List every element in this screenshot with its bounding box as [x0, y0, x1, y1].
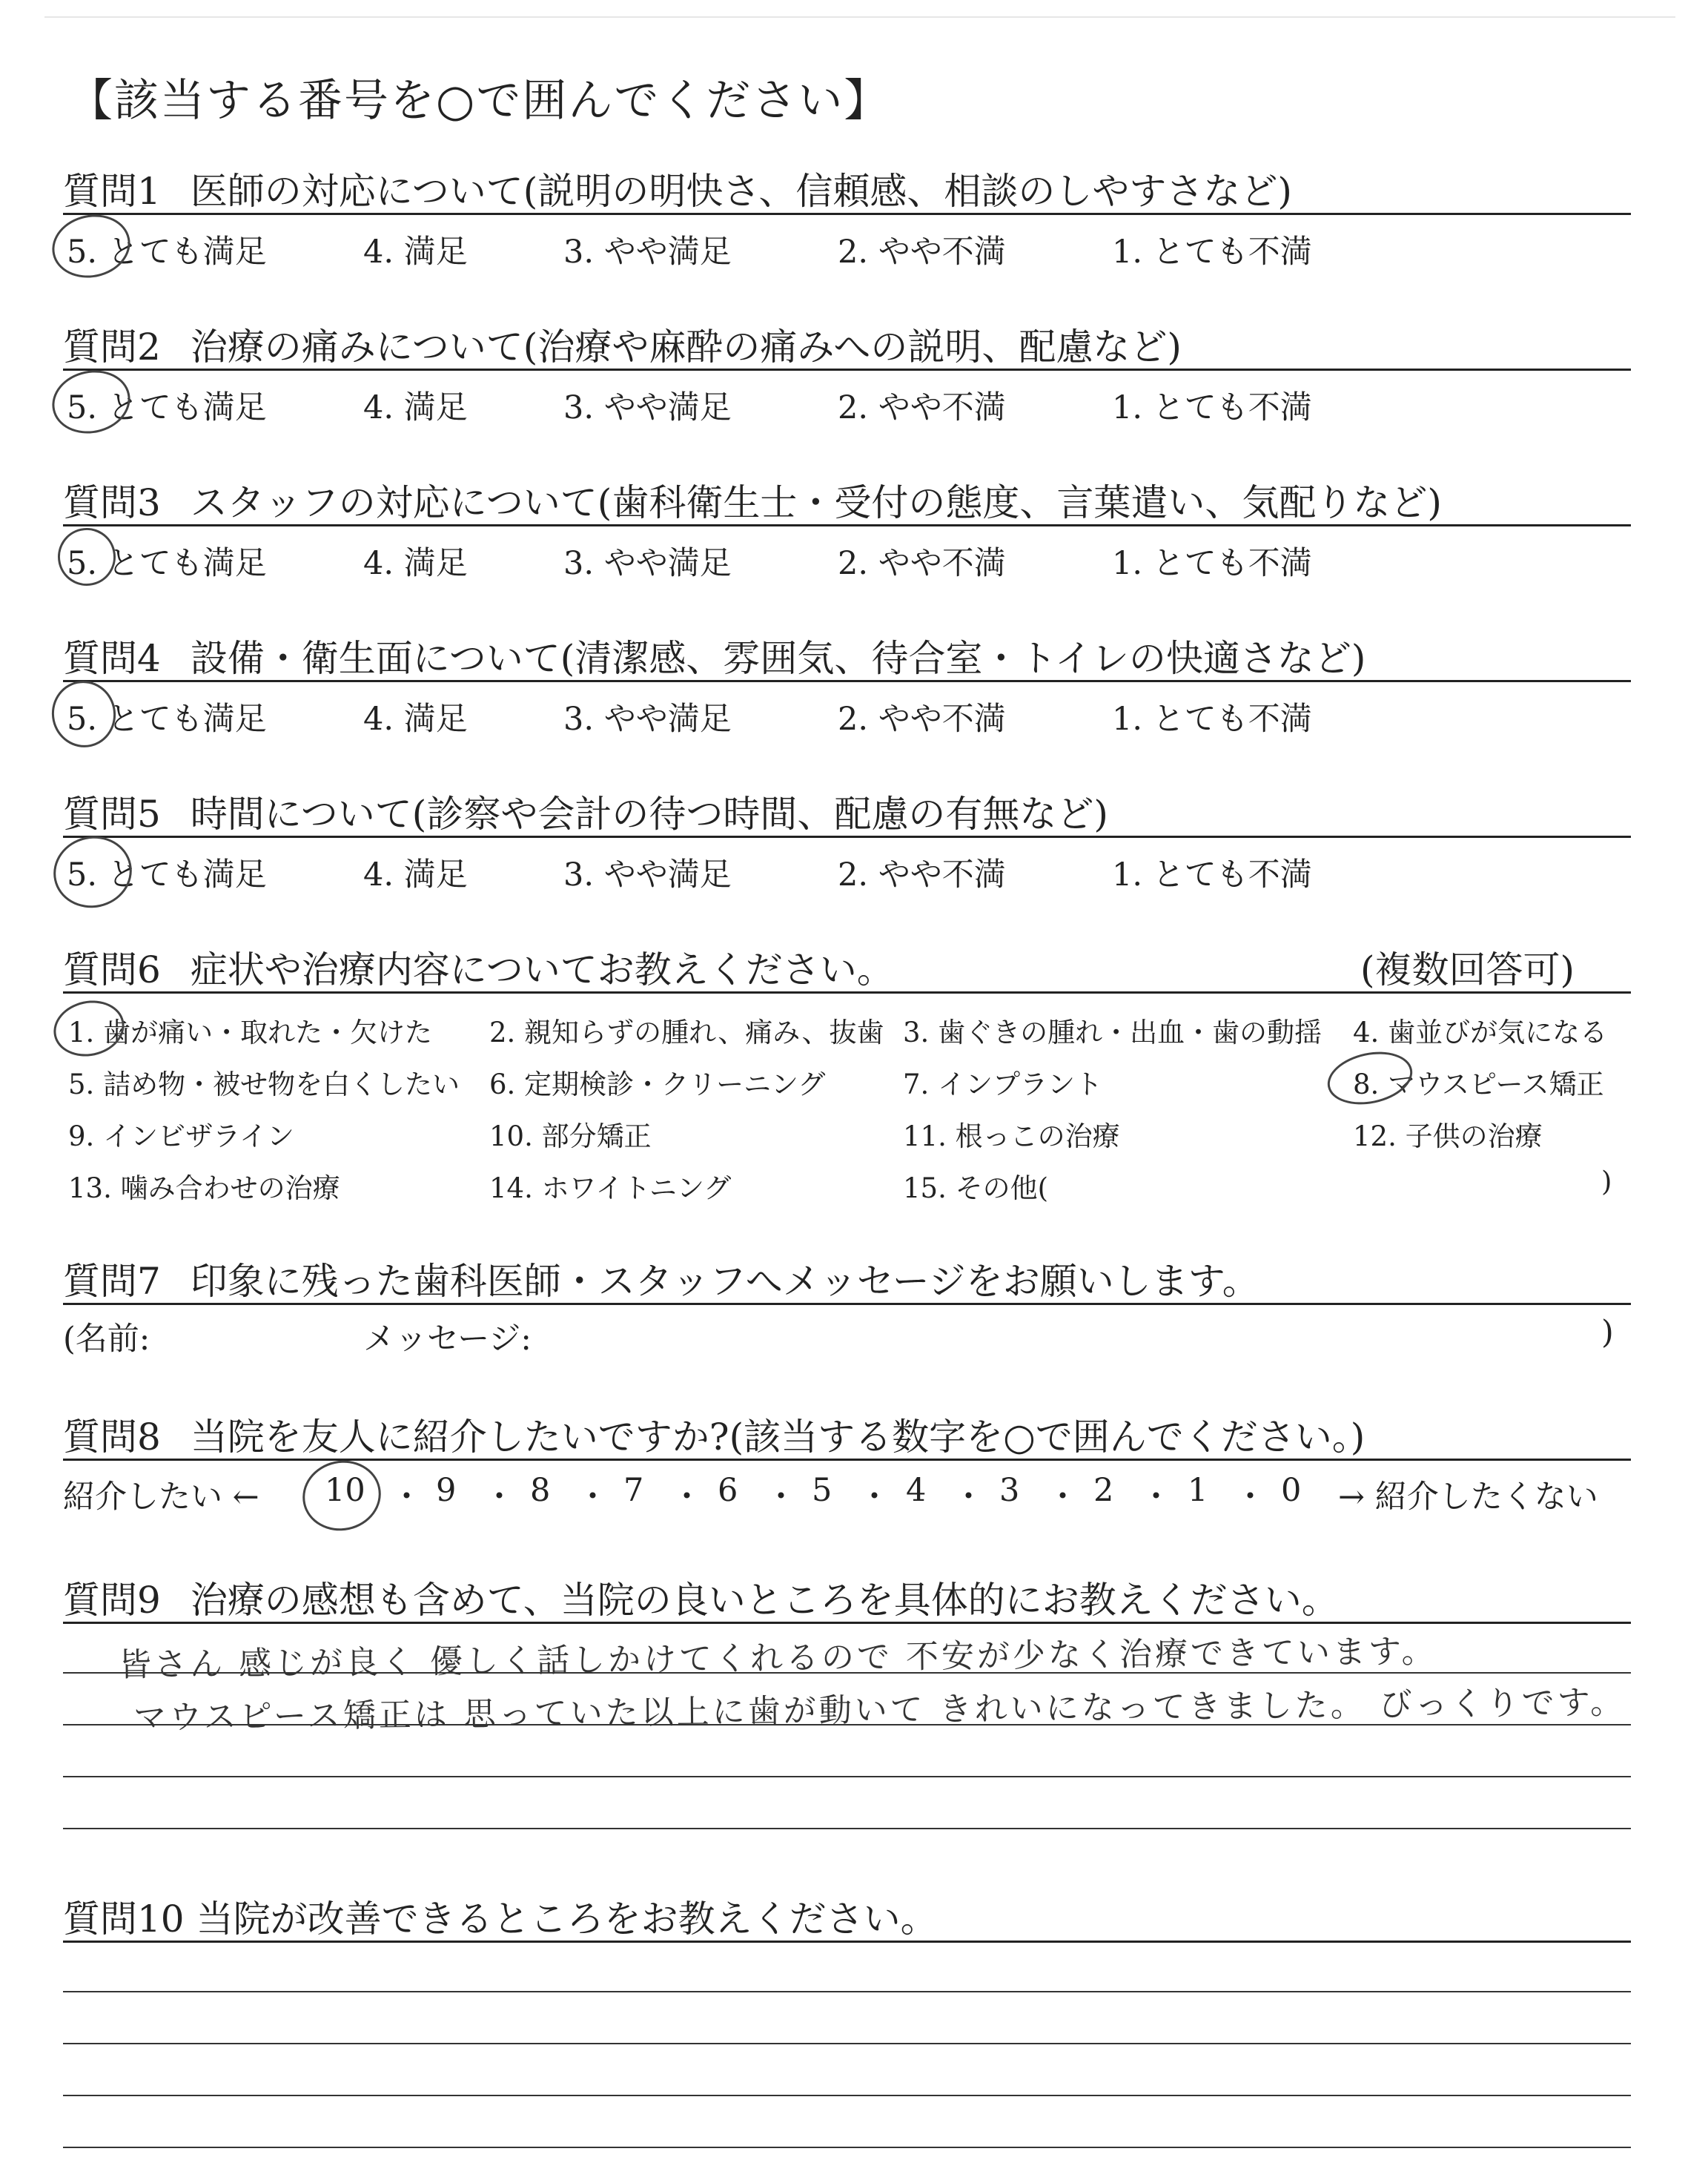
- scale-2[interactable]: 2: [1093, 1472, 1114, 1509]
- question-1: [63, 162, 1292, 215]
- symptom-option-10[interactable]: 10. 部分矯正: [489, 1120, 652, 1152]
- q5-option-5[interactable]: 5. とても満足: [67, 856, 267, 894]
- message-close-paren: ): [1601, 1314, 1614, 1351]
- scale-7[interactable]: 7: [623, 1472, 644, 1509]
- question-rule: [63, 369, 1631, 371]
- q3-option-4[interactable]: 4. 満足: [363, 545, 468, 582]
- recommend-right-label: → 紹介したくない: [1338, 1479, 1598, 1516]
- symptom-option-12[interactable]: 12. 子供の治療: [1353, 1120, 1543, 1152]
- other-close-paren: ): [1601, 1166, 1612, 1198]
- q5-option-1[interactable]: 1. とても不満: [1112, 856, 1312, 894]
- name-label: (名前:: [63, 1321, 150, 1358]
- answer-line: [63, 1991, 1631, 1992]
- answer-line: [63, 2095, 1631, 2096]
- selection-circle: [48, 994, 129, 1063]
- q1-option-1[interactable]: 1. とても不満: [1112, 234, 1312, 271]
- symptom-option-15[interactable]: 15. その他(: [903, 1172, 1049, 1204]
- symptom-option-8[interactable]: 8. マウスピース矯正: [1353, 1069, 1604, 1100]
- scale-10[interactable]: 10: [325, 1472, 365, 1509]
- q4-option-2[interactable]: 2. やや不満: [838, 701, 1006, 738]
- question-text: 症状や治療内容についてお教えください。: [190, 948, 894, 991]
- question-text: 設備・衛生面について(清潔感、雰囲気、待合室・トイレの快適さなど): [190, 637, 1366, 680]
- question-6: [63, 940, 894, 994]
- question-rule: [63, 524, 1631, 526]
- scale-dot: ・: [671, 1479, 703, 1516]
- scale-3[interactable]: 3: [999, 1472, 1020, 1509]
- question-text: スタッフの対応について(歯科衛生士・受付の態度、言葉遣い、気配りなど): [190, 481, 1442, 524]
- question-rule: [63, 991, 1631, 994]
- q1-option-2[interactable]: 2. やや不満: [838, 234, 1006, 271]
- question-label: 質問7: [63, 1260, 161, 1303]
- q5-option-4[interactable]: 4. 満足: [363, 856, 468, 894]
- question-text: 時間について(診察や会計の待つ時間、配慮の有無など): [190, 793, 1108, 836]
- question-label: 質問6: [63, 948, 161, 991]
- question-7: [63, 1252, 1260, 1305]
- question-8: [63, 1407, 1365, 1461]
- q1-option-3[interactable]: 3. やや満足: [563, 234, 732, 271]
- scale-dot: ・: [1140, 1479, 1172, 1516]
- question-label: 質問4: [63, 637, 161, 680]
- symptom-option-14[interactable]: 14. ホワイトニング: [489, 1172, 732, 1204]
- q1-option-4[interactable]: 4. 満足: [363, 234, 468, 271]
- scale-4[interactable]: 4: [906, 1472, 927, 1509]
- answer-line: [63, 1828, 1631, 1829]
- question-label: 質問2: [63, 326, 161, 369]
- scale-1[interactable]: 1: [1188, 1472, 1208, 1509]
- symptom-option-4[interactable]: 4. 歯並びが気になる: [1353, 1017, 1608, 1048]
- question-rule: [63, 1303, 1631, 1305]
- scale-dot: ・: [577, 1479, 609, 1516]
- q5-option-2[interactable]: 2. やや不満: [838, 856, 1006, 894]
- question-text: 治療の痛みについて(治療や麻酔の痛みへの説明、配慮など): [190, 326, 1182, 369]
- q2-option-4[interactable]: 4. 満足: [363, 389, 468, 426]
- scale-dot: ・: [953, 1479, 984, 1516]
- q4-option-1[interactable]: 1. とても不満: [1112, 701, 1312, 738]
- question-rule: [63, 1622, 1631, 1624]
- scale-9[interactable]: 9: [436, 1472, 457, 1509]
- question-10: [63, 1889, 938, 1943]
- handwritten-answer-line-1: 皆さん 感じが良く 優しく話しかけてくれるので 不安が少なく治療できています。: [118, 1632, 1437, 1685]
- symptom-option-9[interactable]: 9. インビザライン: [68, 1120, 294, 1152]
- question-rule: [63, 1941, 1631, 1943]
- multiple-answer-note: (複数回答可): [1360, 948, 1575, 991]
- question-2: [63, 317, 1182, 371]
- question-rule: [63, 213, 1631, 215]
- q2-option-3[interactable]: 3. やや満足: [563, 389, 732, 426]
- q2-option-1[interactable]: 1. とても不満: [1112, 389, 1312, 426]
- scale-dot: ・: [765, 1479, 797, 1516]
- question-3: [63, 473, 1442, 526]
- answer-line: [63, 2043, 1631, 2044]
- symptom-option-1[interactable]: 1. 歯が痛い・取れた・欠けた: [68, 1017, 433, 1048]
- q2-option-5[interactable]: 5. とても満足: [67, 389, 267, 426]
- symptom-option-11[interactable]: 11. 根っこの治療: [903, 1120, 1120, 1152]
- symptom-option-7[interactable]: 7. インプラント: [903, 1069, 1103, 1100]
- question-label: 質問5: [63, 793, 161, 836]
- selection-circle: [46, 363, 136, 440]
- symptom-option-6[interactable]: 6. 定期検診・クリーニング: [489, 1069, 826, 1100]
- scale-dot: ・: [858, 1479, 890, 1516]
- scale-dot: ・: [1047, 1479, 1079, 1516]
- question-rule: [63, 836, 1631, 838]
- q2-option-2[interactable]: 2. やや不満: [838, 389, 1006, 426]
- q4-option-5[interactable]: 5. とても満足: [67, 701, 267, 738]
- q4-option-3[interactable]: 3. やや満足: [563, 701, 732, 738]
- question-label: 質問1: [63, 170, 161, 213]
- selection-circle: [296, 1453, 387, 1538]
- symptom-option-13[interactable]: 13. 噛み合わせの治療: [68, 1172, 340, 1204]
- handwritten-answer-line-2: マウスピース矯正は 思っていた以上に歯が動いて きれいになってきました。 びっくりです。: [133, 1683, 1626, 1737]
- question-9: [63, 1571, 1339, 1624]
- question-label: 質問8: [63, 1416, 161, 1459]
- question-rule: [63, 680, 1631, 682]
- question-text: 治療の感想も含めて、当院の良いところを具体的にお教えください。: [190, 1579, 1339, 1622]
- question-5: [63, 785, 1108, 838]
- question-text: 医師の対応について(説明の明快さ、信頼感、相談のしやすさなど): [190, 170, 1292, 213]
- symptom-option-5[interactable]: 5. 詰め物・被せ物を白くしたい: [68, 1069, 460, 1100]
- selection-circle: [46, 675, 122, 753]
- scale-0[interactable]: 0: [1281, 1472, 1302, 1509]
- answer-line: [63, 1776, 1631, 1777]
- page-header: 【該当する番号を○で囲んでください】: [68, 75, 890, 127]
- selection-circle: [47, 829, 139, 915]
- q3-option-1[interactable]: 1. とても不満: [1112, 545, 1312, 582]
- scale-8[interactable]: 8: [530, 1472, 551, 1509]
- selection-circle: [46, 208, 136, 285]
- recommend-left-label: 紹介したい ←: [63, 1479, 259, 1516]
- answer-line: [63, 2147, 1631, 2148]
- question-4: [63, 629, 1366, 682]
- scale-5[interactable]: 5: [812, 1472, 833, 1509]
- question-text: 印象に残った歯科医師・スタッフへメッセージをお願いします。: [190, 1260, 1260, 1303]
- q5-option-3[interactable]: 3. やや満足: [563, 856, 732, 894]
- scale-dot: ・: [1234, 1479, 1266, 1516]
- q3-option-5[interactable]: 5. とても満足: [67, 545, 267, 582]
- question-rule: [63, 1459, 1631, 1461]
- question-text: 当院を友人に紹介したいですか?(該当する数字を○で囲んでください。): [190, 1416, 1366, 1459]
- message-label: メッセージ:: [363, 1321, 532, 1358]
- question-label: 質問9: [63, 1579, 161, 1622]
- question-label: 質問3: [63, 481, 161, 524]
- q3-option-2[interactable]: 2. やや不満: [838, 545, 1006, 582]
- page-top-edge: [44, 16, 1675, 18]
- scale-dot: ・: [391, 1479, 423, 1516]
- symptom-option-3[interactable]: 3. 歯ぐきの腫れ・出血・歯の動揺: [903, 1017, 1323, 1048]
- q1-option-5[interactable]: 5. とても満足: [67, 234, 267, 271]
- q4-option-4[interactable]: 4. 満足: [363, 701, 468, 738]
- question-label: 質問10: [63, 1898, 185, 1941]
- scale-dot: ・: [483, 1479, 515, 1516]
- q3-option-3[interactable]: 3. やや満足: [563, 545, 732, 582]
- symptom-option-2[interactable]: 2. 親知らずの腫れ、痛み、抜歯: [489, 1017, 884, 1048]
- scale-6[interactable]: 6: [718, 1472, 738, 1509]
- question-text: 当院が改善できるところをお教えください。: [196, 1898, 938, 1941]
